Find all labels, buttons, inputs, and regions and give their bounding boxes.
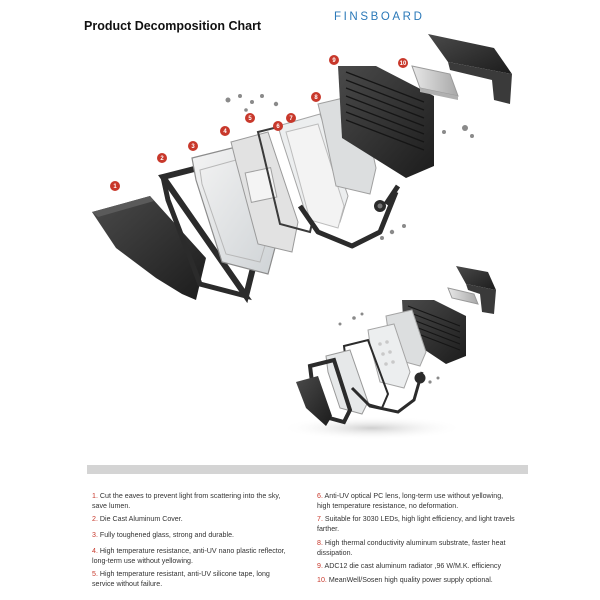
callout-1: 1 bbox=[113, 184, 117, 190]
feature-item-4: 4. High temperature resistance, anti-UV nano plastic reflector, long-term use without yellowing. bbox=[92, 546, 286, 565]
small-psu-cover bbox=[448, 266, 496, 314]
feature-item-10: 10. MeanWell/Sosen high quality power supply optional. bbox=[317, 575, 493, 584]
divider-bar bbox=[87, 465, 528, 474]
callout-7: 7 bbox=[289, 116, 293, 122]
callout-9: 9 bbox=[332, 58, 336, 64]
feature-item-9: 9. ADC12 die cast aluminum radiator ,96 W/M.K. efficiency bbox=[317, 562, 502, 571]
brand-logo: FINSBOARD bbox=[334, 11, 425, 23]
callout-8: 8 bbox=[314, 95, 318, 101]
callout-2: 2 bbox=[160, 156, 164, 162]
feature-column-right bbox=[317, 492, 517, 590]
feature-item-2: 2. Die Cast Aluminum Cover. bbox=[92, 515, 183, 524]
callout-6: 6 bbox=[276, 124, 280, 130]
feature-item-3: 3. Fully toughened glass, strong and durable. bbox=[92, 531, 234, 540]
callout-5: 5 bbox=[248, 116, 252, 122]
callout-10: 10 bbox=[399, 61, 407, 67]
feature-item-6: 6. Anti-UV optical PC lens, long-term use without yellowing, high temperature resistance, no deformation. bbox=[317, 492, 504, 510]
feature-column-left bbox=[92, 492, 292, 594]
feature-item-1: 1. Cut the eaves to prevent light from scattering into the sky, save lumen. bbox=[92, 492, 281, 510]
callout-3: 3 bbox=[191, 144, 195, 150]
callout-4: 4 bbox=[223, 129, 227, 135]
feature-item-5: 5. High temperature resistant, anti-UV silicone tape, long service without failure. bbox=[92, 570, 270, 588]
ground-shadow bbox=[280, 416, 464, 440]
part-bracket-knob bbox=[374, 200, 386, 212]
page-title: Product Decomposition Chart bbox=[84, 19, 262, 33]
feature-item-7: 7. Suitable for 3030 LEDs, high light efficiency, and light travels farther. bbox=[317, 515, 515, 534]
feature-item-8: 8. High thermal conductivity aluminum substrate, faster heat dissipation. bbox=[317, 538, 506, 557]
